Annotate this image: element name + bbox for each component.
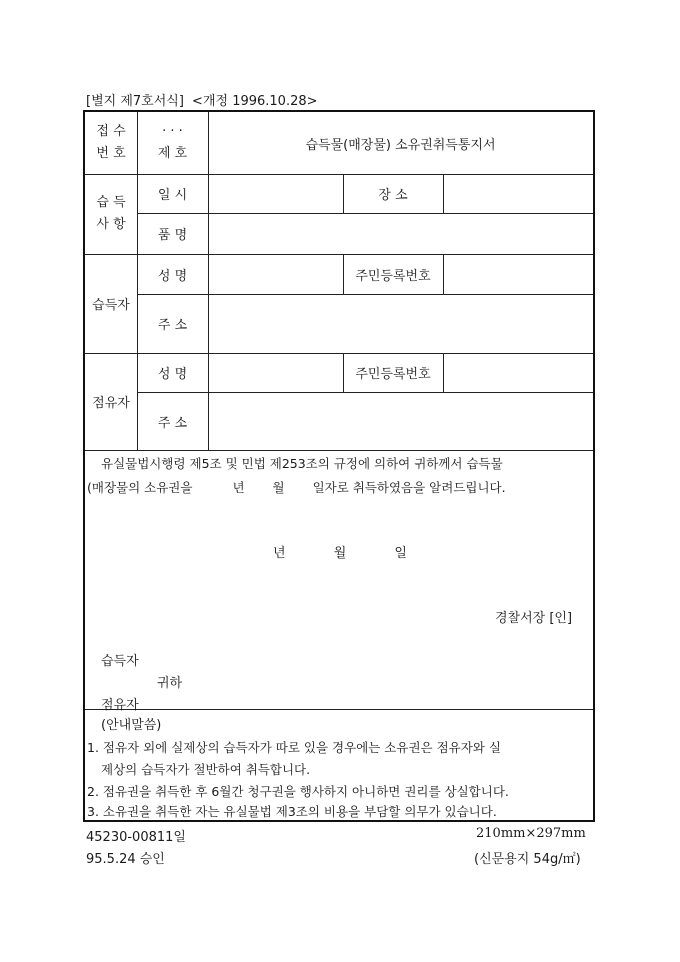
issue-month: 월: [333, 546, 347, 561]
form-number-label: [별지 제7호서식]: [86, 94, 184, 109]
finder-label: 습득자: [92, 298, 130, 313]
issue-day: 일: [394, 546, 407, 561]
police-chief-signature: 경찰서장 [인]: [495, 611, 573, 626]
place-label: 장 소: [378, 188, 408, 203]
guidance-item-1: 1. 점유자 외에 실제상의 습득자가 따로 있을 경우에는 소유권은 점유자와 실: [87, 740, 501, 755]
notification-form: [83, 110, 595, 822]
place-field[interactable]: [443, 174, 593, 213]
possessor-id-label: 주민등록번호: [355, 367, 431, 382]
possessor-address-label: 주 소: [157, 415, 188, 431]
paper-size: 210mm×297mm: [476, 826, 586, 841]
recipient-possessor: 점유자: [101, 698, 139, 713]
notice-year: 년: [232, 480, 245, 495]
receipt-number-cell: [137, 112, 208, 174]
date-field[interactable]: [208, 174, 343, 213]
finder-id-label: 주민등록번호: [355, 268, 431, 284]
notice-line-2: (매장물의 소유권을 년 월 일자로 취득하였음을 알려드립니다.: [87, 480, 506, 495]
revision-label: <개정 1996.10.28>: [192, 94, 318, 109]
paper-type: (신문용지 54g/㎡): [474, 852, 581, 867]
notice-month: 월: [272, 480, 285, 495]
finder-address-label: 주 소: [157, 318, 188, 333]
finder-name-label: 성 명: [157, 268, 188, 284]
receipt-dots: · · ·: [162, 124, 183, 139]
date-label: 일 시: [157, 188, 188, 203]
item-field[interactable]: [208, 213, 593, 254]
guidance-item-2: 2. 점유권을 취득한 후 6월간 청구권을 행사하지 아니하면 권리를 상실합니다.: [87, 784, 509, 799]
finder-id-field[interactable]: [443, 254, 593, 294]
finder-address-field[interactable]: [208, 294, 593, 353]
issue-date: [273, 542, 407, 561]
guidance-title: (안내말씀): [101, 718, 162, 733]
acquisition-label: 습 득 사 항: [96, 195, 126, 232]
receipt-number-label: 제 호: [157, 146, 188, 161]
item-label: 품 명: [157, 228, 188, 243]
recipient-honorific: 귀하: [157, 676, 183, 691]
form-title: 습득물(매장물) 소유권취득통지서: [305, 137, 496, 153]
approval-date: 95.5.24 승인: [86, 852, 165, 867]
recipient-finder: 습득자: [101, 654, 139, 669]
receipt-label: 접 수 번 호: [96, 124, 126, 161]
possessor-id-field[interactable]: [443, 353, 593, 392]
possessor-name-label: 성 명: [157, 367, 188, 382]
form-code: 45230-00811일: [86, 830, 186, 845]
finder-name-field[interactable]: [208, 254, 343, 294]
issue-year: 년: [273, 546, 286, 561]
guidance-item-1-cont: 제상의 습득자가 절반하여 취득합니다.: [101, 762, 311, 777]
possessor-label: 점유자: [92, 396, 130, 411]
possessor-address-field[interactable]: [208, 392, 593, 450]
form-number: [86, 90, 318, 109]
notice-line-1: 유실물법시행령 제5조 및 민법 제253조의 규정에 의하여 귀하께서 습득물: [101, 456, 503, 471]
possessor-name-field[interactable]: [208, 353, 343, 392]
guidance-item-3: 3. 소유권을 취득한 자는 유실물법 제3조의 비용을 부담할 의무가 있습니다.: [87, 804, 497, 819]
